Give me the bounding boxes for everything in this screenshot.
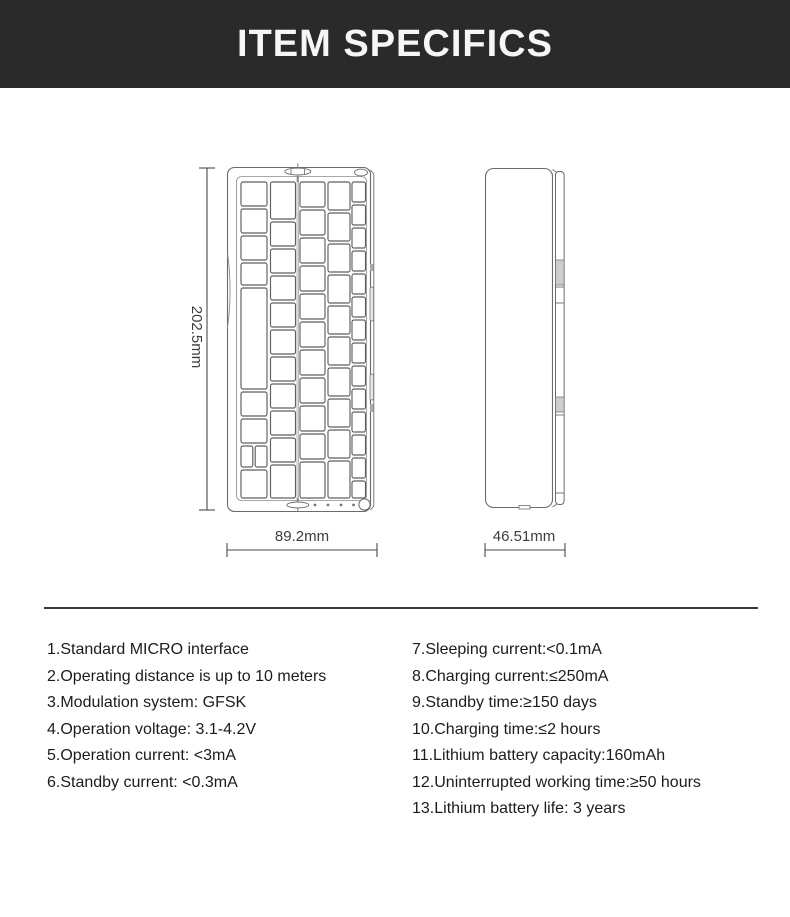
- spec-item-6: 6.Standby current: <0.3mA: [47, 773, 238, 791]
- keyboard-technical-drawing: [0, 88, 790, 608]
- keyboard-side-view: [486, 169, 565, 510]
- header-bar: [0, 0, 790, 88]
- specs-left-column: [47, 637, 397, 796]
- spec-item-11: 11.Lithium battery capacity:160mAh: [412, 747, 666, 764]
- spec-item-4: 4.Operation voltage: 3.1-4.2V: [47, 720, 257, 738]
- spec-item-9: 9.Standby time:≥150 days: [412, 694, 597, 711]
- dim-front-width-label: 89.2mm: [274, 528, 330, 545]
- specs-divider: [44, 607, 758, 609]
- keyboard-keys: [241, 182, 366, 498]
- spec-item-7: 7.Sleeping current:<0.1mA: [412, 641, 602, 658]
- dim-side-width-label: 46.51mm: [492, 528, 556, 545]
- spec-item-10: 10.Charging time:≤2 hours: [412, 720, 601, 738]
- spec-item-5: 5.Operation current: <3mA: [47, 747, 236, 764]
- diagram-section: [0, 88, 790, 608]
- page-title: ITEM SPECIFICS: [237, 22, 553, 65]
- spec-item-3: 3.Modulation system: GFSK: [47, 694, 247, 711]
- dim-height-label: 202.5mm: [188, 305, 205, 369]
- spec-item-8: 8.Charging current:≤250mA: [412, 667, 609, 685]
- spec-item-13: 13.Lithium battery life: 3 years: [412, 800, 626, 817]
- spec-item-1: 1.Standard MICRO interface: [47, 641, 249, 658]
- spec-item-12: 12.Uninterrupted working time:≥50 hours: [412, 773, 701, 791]
- spec-item-2: 2.Operating distance is up to 10 meters: [47, 667, 327, 685]
- specs-right-column: [412, 637, 772, 823]
